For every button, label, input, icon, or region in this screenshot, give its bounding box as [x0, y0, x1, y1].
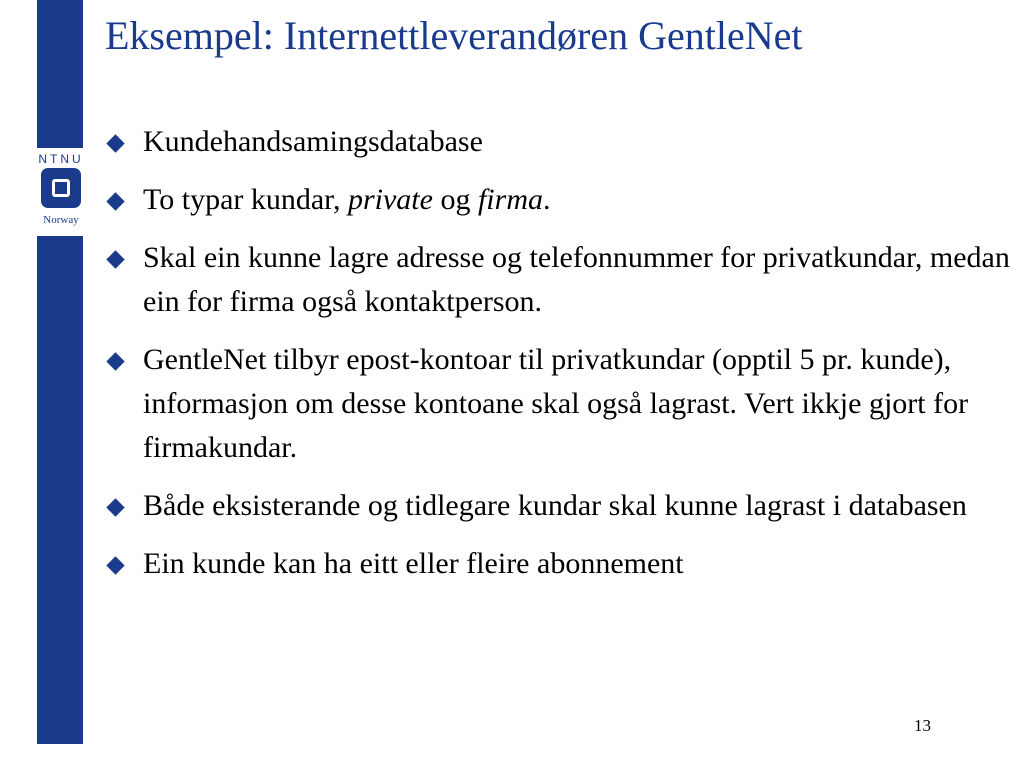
logo-mark-icon — [41, 168, 81, 208]
logo-mark-inner — [52, 179, 70, 197]
ntnu-logo — [33, 150, 89, 234]
bullet-text: Både eksisterande og tidlegare kundar skal kunne lagrast i databasen — [143, 489, 967, 522]
bullet-text — [143, 183, 550, 216]
bullet-text-part: og — [432, 183, 478, 216]
diamond-bullet-icon — [106, 556, 124, 574]
bullet-text-part: To typar kundar, — [143, 183, 348, 216]
diamond-bullet-icon — [106, 134, 124, 152]
diamond-bullet-icon — [106, 352, 124, 370]
bullet-list — [106, 120, 1018, 600]
bullet-item — [106, 338, 1018, 470]
side-stripe-top — [37, 0, 83, 148]
diamond-bullet-icon — [106, 250, 124, 268]
bullet-item — [106, 484, 1018, 528]
bullet-emphasis-private: private — [347, 183, 433, 216]
slide-title: Eksempel: Internettleverandøren GentleNet — [105, 13, 803, 58]
logo-bottom-text: Norway — [43, 214, 79, 226]
bullet-item — [106, 120, 1018, 164]
diamond-bullet-icon — [106, 192, 124, 210]
bullet-text: GentleNet tilbyr epost-kontoar til privatkundar (opptil 5 pr. kunde), informasjon om desse kontoane skal også lagrast. Vert ikkje gjort for firmakundar. — [143, 343, 969, 464]
bullet-item — [106, 178, 1018, 222]
bullet-text: Skal ein kunne lagre adresse og telefonnummer for privatkundar, medan ein for firma også kontaktperson. — [143, 241, 1010, 318]
bullet-text-part: . — [542, 183, 551, 216]
side-stripe-bottom — [37, 236, 83, 744]
logo-top-text: NTNU — [38, 152, 84, 166]
page-number: 13 — [914, 716, 931, 735]
bullet-emphasis-firma: firma — [477, 183, 543, 216]
bullet-text: Kundehandsamingsdatabase — [143, 125, 483, 158]
bullet-item — [106, 542, 1018, 586]
diamond-bullet-icon — [106, 498, 124, 516]
bullet-item — [106, 236, 1018, 324]
bullet-text: Ein kunde kan ha eitt eller fleire abonnement — [143, 547, 684, 580]
